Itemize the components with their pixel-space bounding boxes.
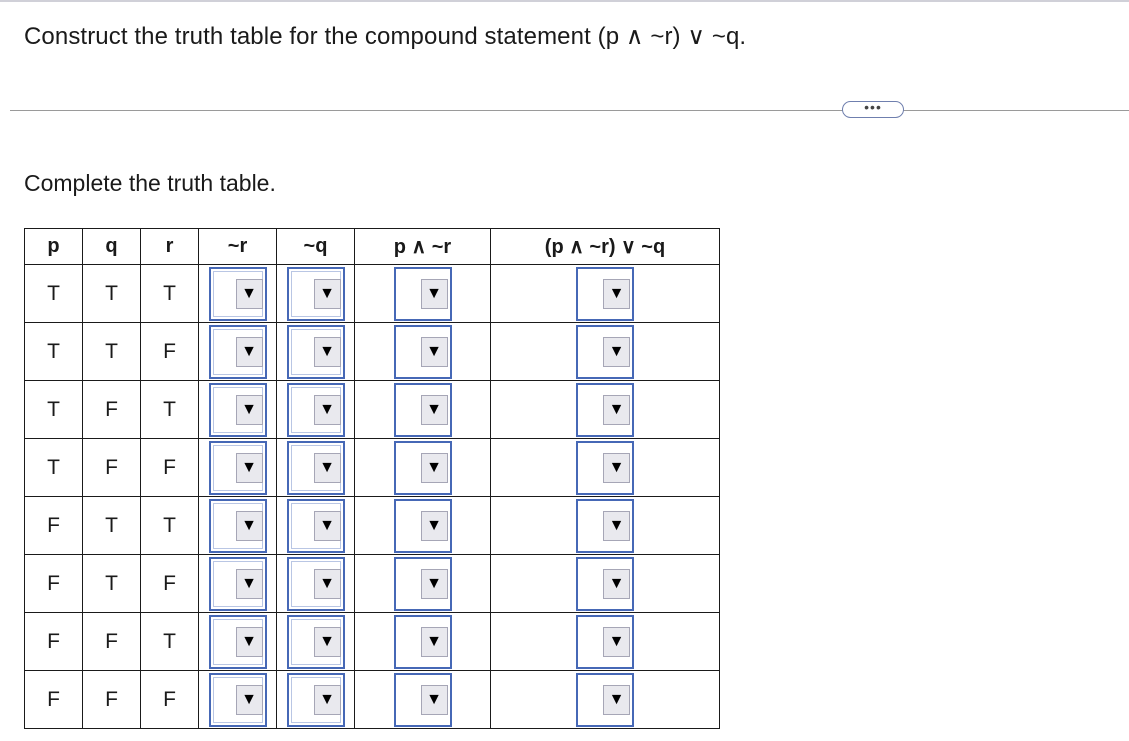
cell-p-and-not-r [355,439,491,497]
cell-not-q [277,265,355,323]
cell-p-and-not-r [355,555,491,613]
dropdown-arrow-icon[interactable]: ▼ [603,395,630,425]
cell-p-and-not-r [355,381,491,439]
table-row [25,323,720,381]
cell-not-r [199,555,277,613]
dropdown-arrow-icon[interactable]: ▼ [314,569,341,599]
cell-p-and-not-r [355,265,491,323]
cell-not-q [277,439,355,497]
dropdown-arrow-icon[interactable]: ▼ [236,627,263,657]
dropdown-not-q[interactable] [287,557,345,611]
dropdown-p-and-not-r[interactable] [394,615,452,669]
cell-q: T [83,497,141,555]
table-row [25,555,720,613]
cell-p: F [25,671,83,729]
cell-q: F [83,671,141,729]
cell-compound [491,497,720,555]
dropdown-p-and-not-r[interactable] [394,673,452,727]
cell-p-and-not-r [355,497,491,555]
dropdown-arrow-icon[interactable]: ▼ [603,453,630,483]
dropdown-not-r[interactable] [209,383,267,437]
cell-not-q [277,671,355,729]
cell-r: F [141,439,199,497]
table-row [25,265,720,323]
cell-not-q [277,381,355,439]
dropdown-arrow-icon[interactable]: ▼ [421,337,448,367]
cell-not-r [199,439,277,497]
cell-r: T [141,265,199,323]
dropdown-arrow-icon[interactable]: ▼ [421,627,448,657]
dropdown-arrow-icon[interactable]: ▼ [421,569,448,599]
cell-not-r [199,671,277,729]
more-options-button[interactable] [842,101,904,118]
cell-not-q [277,613,355,671]
cell-not-r [199,265,277,323]
dropdown-arrow-icon[interactable]: ▼ [421,511,448,541]
dropdown-not-q[interactable] [287,383,345,437]
section-divider [10,110,1129,111]
dropdown-arrow-icon[interactable]: ▼ [603,511,630,541]
cell-compound [491,381,720,439]
cell-p: T [25,265,83,323]
cell-r: F [141,555,199,613]
dropdown-arrow-icon[interactable]: ▼ [314,395,341,425]
dropdown-compound[interactable] [576,557,634,611]
cell-not-q [277,497,355,555]
cell-compound [491,439,720,497]
cell-compound [491,323,720,381]
ellipsis-icon: ••• [864,99,882,115]
header-r: r [141,229,199,265]
cell-r: T [141,497,199,555]
dropdown-p-and-not-r[interactable] [394,499,452,553]
cell-q: F [83,439,141,497]
dropdown-arrow-icon[interactable]: ▼ [314,511,341,541]
table-row [25,439,720,497]
dropdown-arrow-icon[interactable]: ▼ [236,511,263,541]
dropdown-not-r[interactable] [209,499,267,553]
header-row [25,229,720,265]
dropdown-arrow-icon[interactable]: ▼ [603,569,630,599]
dropdown-not-q[interactable] [287,615,345,669]
cell-p: F [25,555,83,613]
dropdown-not-r[interactable] [209,267,267,321]
dropdown-arrow-icon[interactable]: ▼ [236,395,263,425]
dropdown-p-and-not-r[interactable] [394,383,452,437]
dropdown-compound[interactable] [576,673,634,727]
cell-not-r [199,323,277,381]
dropdown-arrow-icon[interactable]: ▼ [236,685,263,715]
dropdown-not-r[interactable] [209,673,267,727]
table-row [25,381,720,439]
dropdown-arrow-icon[interactable]: ▼ [421,279,448,309]
dropdown-not-q[interactable] [287,325,345,379]
table-row [25,497,720,555]
cell-r: F [141,323,199,381]
header-p: p [25,229,83,265]
cell-q: F [83,613,141,671]
dropdown-p-and-not-r[interactable] [394,557,452,611]
cell-compound [491,265,720,323]
cell-p: T [25,323,83,381]
dropdown-compound[interactable] [576,325,634,379]
header-compound: (p ∧ ~r) ∨ ~q [491,229,720,265]
cell-q: T [83,265,141,323]
dropdown-arrow-icon[interactable]: ▼ [603,337,630,367]
cell-not-q [277,555,355,613]
dropdown-arrow-icon[interactable]: ▼ [314,453,341,483]
cell-not-r [199,497,277,555]
dropdown-compound[interactable] [576,383,634,437]
dropdown-arrow-icon[interactable]: ▼ [421,453,448,483]
dropdown-arrow-icon[interactable]: ▼ [421,685,448,715]
dropdown-not-r[interactable] [209,557,267,611]
table-row [25,671,720,729]
header-p-and-not-r: p ∧ ~r [355,229,491,265]
table-row [25,613,720,671]
cell-not-r [199,613,277,671]
dropdown-not-r[interactable] [209,325,267,379]
dropdown-compound[interactable] [576,615,634,669]
dropdown-not-r[interactable] [209,441,267,495]
dropdown-arrow-icon[interactable]: ▼ [236,569,263,599]
cell-not-q [277,323,355,381]
dropdown-arrow-icon[interactable]: ▼ [314,279,341,309]
dropdown-arrow-icon[interactable]: ▼ [603,685,630,715]
dropdown-p-and-not-r[interactable] [394,441,452,495]
cell-p-and-not-r [355,613,491,671]
cell-p: T [25,439,83,497]
dropdown-arrow-icon[interactable]: ▼ [603,279,630,309]
header-not-r: ~r [199,229,277,265]
cell-r: T [141,613,199,671]
cell-p-and-not-r [355,671,491,729]
instruction-text: Complete the truth table. [24,170,276,196]
question-text: Construct the truth table for the compound statement (p ∧ ~r) ∨ ~q. [24,23,747,50]
cell-not-r [199,381,277,439]
dropdown-not-q[interactable] [287,267,345,321]
cell-q: F [83,381,141,439]
cell-q: T [83,555,141,613]
dropdown-arrow-icon[interactable]: ▼ [314,685,341,715]
dropdown-arrow-icon[interactable]: ▼ [236,453,263,483]
cell-r: F [141,671,199,729]
dropdown-not-r[interactable] [209,615,267,669]
dropdown-compound[interactable] [576,441,634,495]
dropdown-arrow-icon[interactable]: ▼ [421,395,448,425]
dropdown-arrow-icon[interactable]: ▼ [314,627,341,657]
cell-p: F [25,497,83,555]
dropdown-arrow-icon[interactable]: ▼ [236,337,263,367]
cell-compound [491,613,720,671]
header-not-q: ~q [277,229,355,265]
cell-p: T [25,381,83,439]
top-rule [0,0,1129,2]
cell-p: F [25,613,83,671]
cell-compound [491,671,720,729]
dropdown-not-q[interactable] [287,673,345,727]
truth-table [24,228,720,729]
dropdown-p-and-not-r[interactable] [394,267,452,321]
dropdown-arrow-icon[interactable]: ▼ [314,337,341,367]
dropdown-not-q[interactable] [287,499,345,553]
cell-compound [491,555,720,613]
cell-q: T [83,323,141,381]
cell-r: T [141,381,199,439]
dropdown-compound[interactable] [576,499,634,553]
dropdown-arrow-icon[interactable]: ▼ [603,627,630,657]
dropdown-not-q[interactable] [287,441,345,495]
dropdown-arrow-icon[interactable]: ▼ [236,279,263,309]
header-q: q [83,229,141,265]
dropdown-p-and-not-r[interactable] [394,325,452,379]
dropdown-compound[interactable] [576,267,634,321]
cell-p-and-not-r [355,323,491,381]
